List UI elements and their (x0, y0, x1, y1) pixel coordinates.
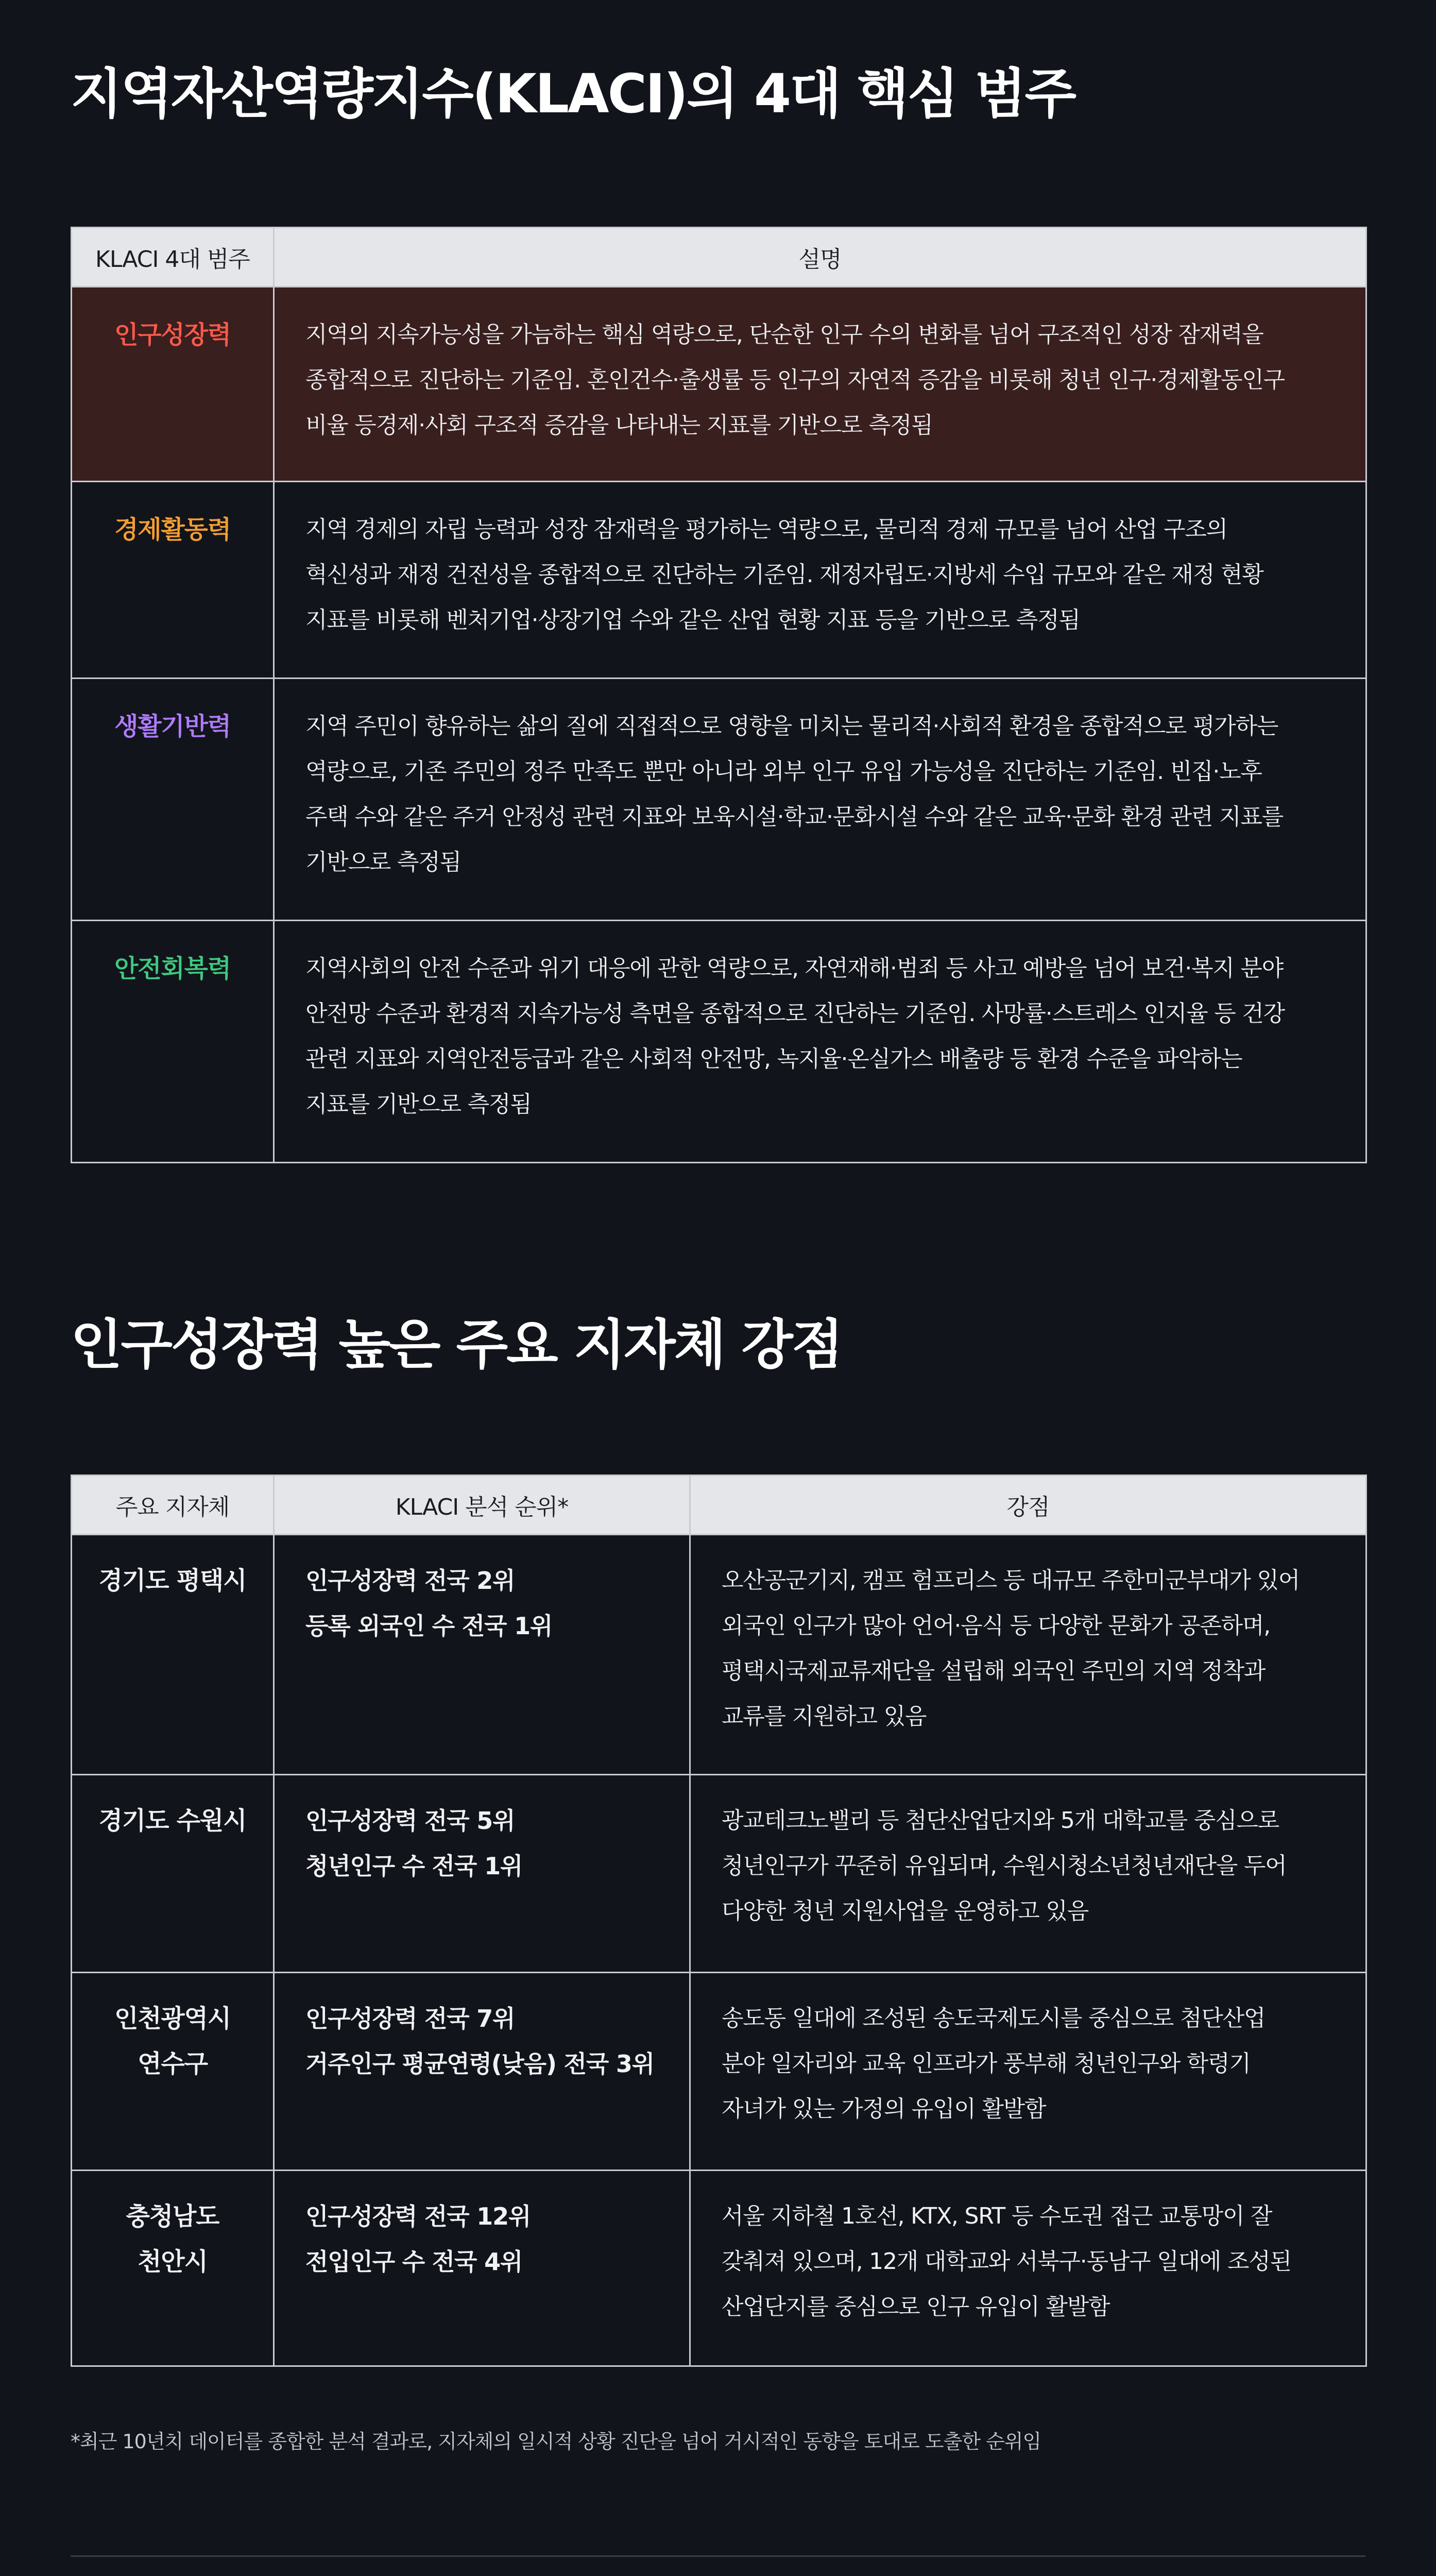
strength-line: 산업단지를 중심으로 인구 유입이 활발함 (722, 2294, 1110, 2320)
strength-description (690, 1973, 1366, 2171)
section-title-municipality-strengths: 인구성장력 높은 주요 지자체 강점 (71, 1313, 842, 1376)
description-line: 종합적으로 진단하는 기준임. 혼인건수·출생률 등 인구의 자연적 증감을 비롯해 청년 인구·경제활동인구 (305, 367, 1285, 393)
strength-line: 외국인 인구가 많아 언어·음식 등 다양한 문화가 공존하며, (722, 1613, 1271, 1639)
description-line: 지역 경제의 자립 능력과 성장 잠재력을 평가하는 역량으로, 물리적 경제 규모를 넘어 산업 구조의 (305, 516, 1227, 543)
table-row (72, 1775, 1366, 1973)
strength-description (690, 1535, 1366, 1775)
description-line: 기반으로 측정됨 (305, 849, 461, 875)
footnote: *최근 10년치 데이터를 종합한 분석 결과로, 지자체의 일시적 상황 진단을 넘어 거시적인 동향을 토대로 도출한 순위임 (71, 2430, 1041, 2453)
municipality-name (72, 1973, 274, 2171)
category-description (274, 921, 1366, 1163)
strength-line: 평택시국제교류재단을 설립해 외국인 주민의 지역 정착과 (722, 1658, 1266, 1684)
klaci-rank (274, 1775, 690, 1973)
description-line: 관련 지표와 지역안전등급과 같은 사회적 안전망, 녹지율·온실가스 배출량 등 환경 수준을 파악하는 (305, 1046, 1242, 1072)
strength-line: 다양한 청년 지원사업을 운영하고 있음 (722, 1898, 1089, 1924)
strength-line: 자녀가 있는 가정의 유입이 활발함 (722, 2096, 1046, 2122)
description-line: 지역 주민이 향유하는 삶의 질에 직접적으로 영향을 미치는 물리적·사회적 환경을 종합적으로 평가하는 (305, 713, 1278, 739)
description-line: 비율 등경제·사회 구조적 증감을 나타내는 지표를 기반으로 측정됨 (305, 412, 933, 438)
description-line: 역량으로, 기존 주민의 정주 만족도 뿐만 아니라 외부 인구 유입 가능성을 진단하는 기준임. 빈집·노후 (305, 758, 1262, 785)
rank-line: 인구성장력 전국 7위 (305, 2005, 515, 2032)
table-row (72, 287, 1366, 482)
column-header-description: 설명 (274, 228, 1366, 287)
description-line: 지표를 비롯해 벤처기업·상장기업 수와 같은 산업 현황 지표 등을 기반으로 측정됨 (305, 607, 1080, 633)
category-label: 인구성장력 (72, 287, 274, 482)
rank-line: 인구성장력 전국 5위 (305, 1807, 515, 1835)
category-label: 경제활동력 (72, 482, 274, 679)
category-description (274, 482, 1366, 679)
rank-line: 등록 외국인 수 전국 1위 (305, 1612, 553, 1640)
table-row (72, 1535, 1366, 1775)
strength-line: 교류를 지원하고 있음 (722, 1703, 927, 1730)
municipality-name-line: 연수구 (138, 2049, 208, 2078)
table-row (72, 679, 1366, 921)
rank-line: 전입인구 수 전국 4위 (305, 2248, 523, 2276)
strength-line: 오산공군기지, 캠프 험프리스 등 대규모 주한미군부대가 있어 (722, 1567, 1300, 1594)
column-header-municipality: 주요 지자체 (72, 1476, 274, 1535)
klaci-rank (274, 1973, 690, 2171)
category-description (274, 679, 1366, 921)
rank-line: 청년인구 수 전국 1위 (305, 1852, 523, 1880)
municipality-name (72, 2171, 274, 2366)
table-row (72, 482, 1366, 679)
rank-line: 인구성장력 전국 12위 (305, 2202, 531, 2230)
category-label: 생활기반력 (72, 679, 274, 921)
municipality-name-line: 충청남도 (126, 2202, 219, 2231)
description-line: 지역사회의 안전 수준과 위기 대응에 관한 역량으로, 자연재해·범죄 등 사고 예방을 넘어 보건·복지 분야 (305, 955, 1284, 981)
municipality-strengths-table (71, 1475, 1367, 2367)
column-header-strength: 강점 (690, 1476, 1366, 1535)
description-line: 주택 수와 같은 주거 안정성 관련 지표와 보육시설·학교·문화시설 수와 같은 교육·문화 환경 관련 지표를 (305, 804, 1284, 830)
section-title-klaci-categories: 지역자산역량지수(KLACI)의 4대 핵심 범주 (71, 62, 1075, 125)
klaci-categories-table (71, 227, 1367, 1163)
footer-divider (71, 2555, 1365, 2557)
strength-line: 서울 지하철 1호선, KTX, SRT 등 수도권 접근 교통망이 잘 (722, 2203, 1272, 2229)
strength-line: 분야 일자리와 교육 인프라가 풍부해 청년인구와 학령기 (722, 2050, 1251, 2077)
table-header-row (72, 1476, 1366, 1535)
category-label: 안전회복력 (72, 921, 274, 1163)
table-row (72, 921, 1366, 1163)
municipality-name (72, 1775, 274, 1973)
strength-line: 송도동 일대에 조성된 송도국제도시를 중심으로 첨단산업 (722, 2005, 1266, 2031)
column-header-category: KLACI 4대 범주 (72, 228, 274, 287)
municipality-name-line: 천안시 (138, 2247, 208, 2276)
column-header-rank: KLACI 분석 순위* (274, 1476, 690, 1535)
rank-line: 인구성장력 전국 2위 (305, 1567, 515, 1595)
table-header-row (72, 228, 1366, 287)
municipality-name-line: 인천광역시 (114, 2004, 231, 2033)
strength-description (690, 1775, 1366, 1973)
strength-description (690, 2171, 1366, 2366)
klaci-rank (274, 2171, 690, 2366)
municipality-name (72, 1535, 274, 1775)
rank-line: 거주인구 평균연령(낮음) 전국 3위 (305, 2050, 654, 2078)
klaci-rank (274, 1535, 690, 1775)
description-line: 지표를 기반으로 측정됨 (305, 1091, 532, 1117)
description-line: 혁신성과 재정 건전성을 종합적으로 진단하는 기준임. 재정자립도·지방세 수입 규모와 같은 재정 현황 (305, 562, 1263, 588)
description-line: 지역의 지속가능성을 가늠하는 핵심 역량으로, 단순한 인구 수의 변화를 넘어 구조적인 성장 잠재력을 (305, 321, 1263, 348)
table-row (72, 1973, 1366, 2171)
description-line: 안전망 수준과 환경적 지속가능성 측면을 종합적으로 진단하는 기준임. 사망률·스트레스 인지율 등 건강 (305, 1001, 1285, 1027)
category-description (274, 287, 1366, 482)
strength-line: 청년인구가 꾸준히 유입되며, 수원시청소년청년재단을 두어 (722, 1853, 1287, 1879)
table-row (72, 2171, 1366, 2366)
strength-line: 광교테크노밸리 등 첨단산업단지와 5개 대학교를 중심으로 (722, 1807, 1279, 1834)
municipality-name-line: 경기도 수원시 (98, 1806, 247, 1835)
strength-line: 갖춰져 있으며, 12개 대학교와 서북구·동남구 일대에 조성된 (722, 2248, 1291, 2275)
municipality-name-line: 경기도 평택시 (98, 1566, 247, 1595)
